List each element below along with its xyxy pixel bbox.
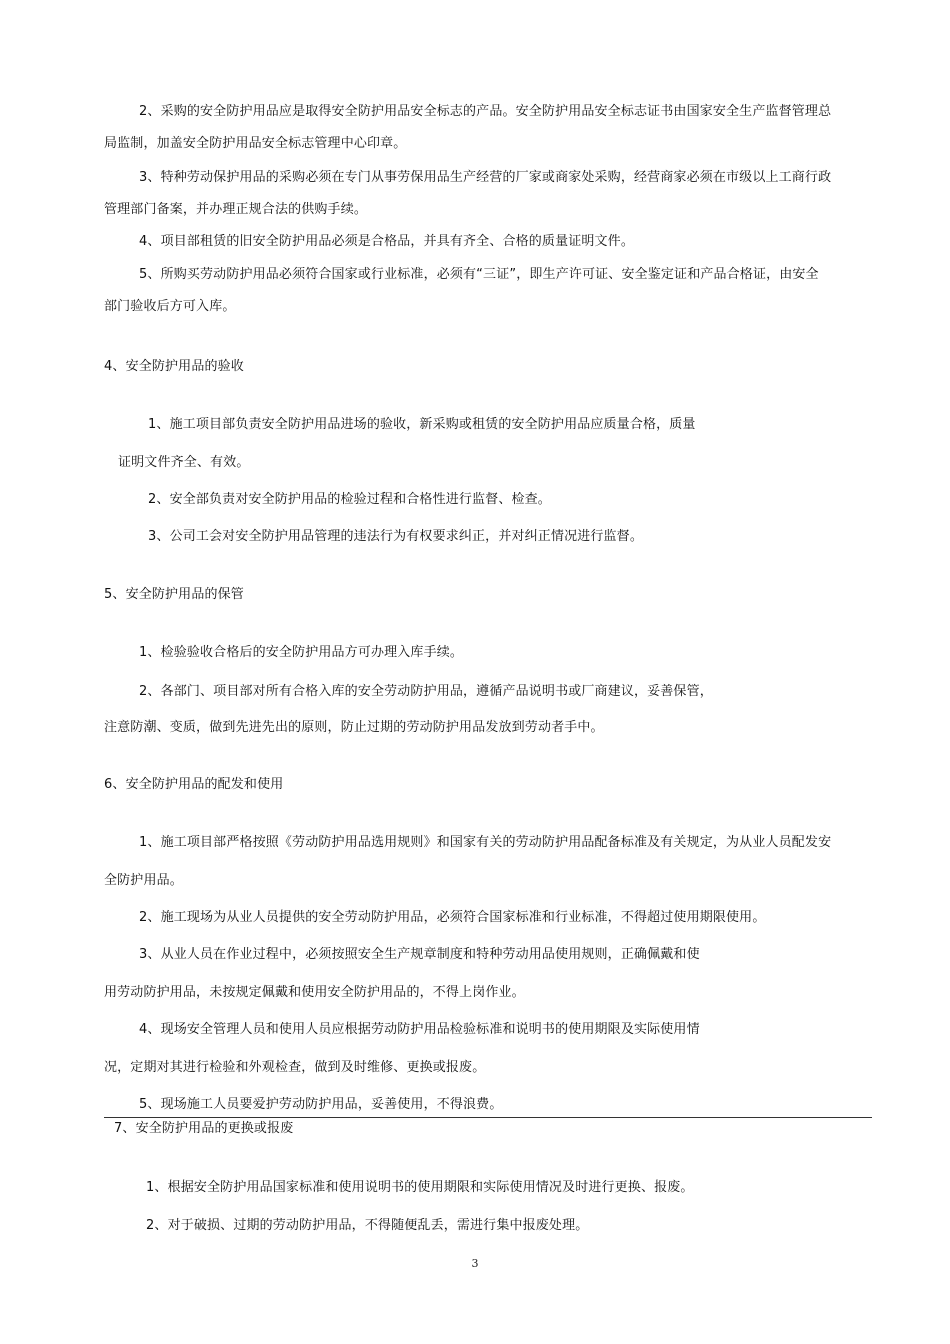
- replacement-item-2-line-1: 2、对于破损、过期的劳动防护用品，不得随便乱丢，需进行集中报废处理。: [146, 1218, 589, 1233]
- storage-item-2-line-1: 2、各部门、项目部对所有合格入库的安全劳动防护用品，遵循产品说明书或厂商建议，妥善保管，: [139, 684, 713, 699]
- distribution-item-5-line-1: 5、现场施工人员要爱护劳动防护用品，妥善使用，不得浪费。: [139, 1097, 503, 1112]
- distribution-item-3-line-2: 用劳动防护用品，未按规定佩戴和使用安全防护用品的，不得上岗作业。: [104, 985, 525, 1000]
- procurement-item-5-line-2: 部门验收后方可入库。: [104, 299, 236, 314]
- procurement-item-4-line-1: 4、项目部租赁的旧安全防护用品必须是合格品，并具有齐全、合格的质量证明文件。: [139, 234, 634, 249]
- replacement-item-1-line-1: 1、根据安全防护用品国家标准和使用说明书的使用期限和实际使用情况及时进行更换、报废。: [146, 1180, 694, 1195]
- section-heading-acceptance: 4、安全防护用品的验收: [104, 359, 244, 374]
- distribution-item-4-line-2: 况，定期对其进行检验和外观检查，做到及时维修、更换或报废。: [104, 1060, 486, 1075]
- procurement-item-5-line-1: 5、所购买劳动防护用品必须符合国家或行业标准，必须有“三证”，即生产许可证、安全鉴定证和产品合格证，由安全: [139, 267, 819, 282]
- storage-item-1-line-1: 1、检验验收合格后的安全防护用品方可办理入库手续。: [139, 645, 464, 660]
- distribution-item-2-line-1: 2、施工现场为从业人员提供的安全劳动防护用品，必须符合国家标准和行业标准，不得超过使用期限使用。: [139, 910, 766, 925]
- acceptance-item-1-line-1: 1、施工项目部负责安全防护用品进场的验收，新采购或租赁的安全防护用品应质量合格，质量: [148, 417, 696, 432]
- storage-item-2-line-2: 注意防潮、变质，做到先进先出的原则，防止过期的劳动防护用品发放到劳动者手中。: [104, 720, 604, 735]
- acceptance-item-3-line-1: 3、公司工会对安全防护用品管理的违法行为有权要求纠正，并对纠正情况进行监督。: [148, 529, 643, 544]
- distribution-item-1-line-1: 1、施工项目部严格按照《劳动防护用品选用规则》和国家有关的劳动防护用品配备标准及有关规定，为从业人员配发安: [139, 835, 832, 850]
- acceptance-item-1-line-2: 证明文件齐全、有效。: [118, 455, 250, 470]
- procurement-item-3-line-2: 管理部门备案，并办理正规合法的供购手续。: [104, 202, 368, 217]
- horizontal-divider: [104, 1117, 872, 1118]
- distribution-item-3-line-1: 3、从业人员在作业过程中，必须按照安全生产规章制度和特种劳动用品使用规则，正确佩戴和使: [139, 947, 700, 962]
- procurement-item-3-line-1: 3、特种劳动保护用品的采购必须在专门从事劳保用品生产经营的厂家或商家处采购，经营商家必须在市级以上工商行政: [139, 170, 832, 185]
- acceptance-item-2-line-1: 2、安全部负责对安全防护用品的检验过程和合格性进行监督、检查。: [148, 492, 551, 507]
- section-heading-storage: 5、安全防护用品的保管: [104, 587, 244, 602]
- distribution-item-1-line-2: 全防护用品。: [104, 873, 183, 888]
- procurement-item-2-line-2: 局监制，加盖安全防护用品安全标志管理中心印章。: [104, 136, 407, 151]
- page-number: 3: [471, 1257, 479, 1270]
- procurement-item-2-line-1: 2、采购的安全防护用品应是取得安全防护用品安全标志的产品。安全防护用品安全标志证书由国家安全生产监督管理总: [139, 104, 832, 119]
- section-heading-replacement: 7、安全防护用品的更换或报废: [114, 1121, 294, 1136]
- distribution-item-4-line-1: 4、现场安全管理人员和使用人员应根据劳动防护用品检验标准和说明书的使用期限及实际使用情: [139, 1022, 700, 1037]
- section-heading-distribution: 6、安全防护用品的配发和使用: [104, 777, 284, 792]
